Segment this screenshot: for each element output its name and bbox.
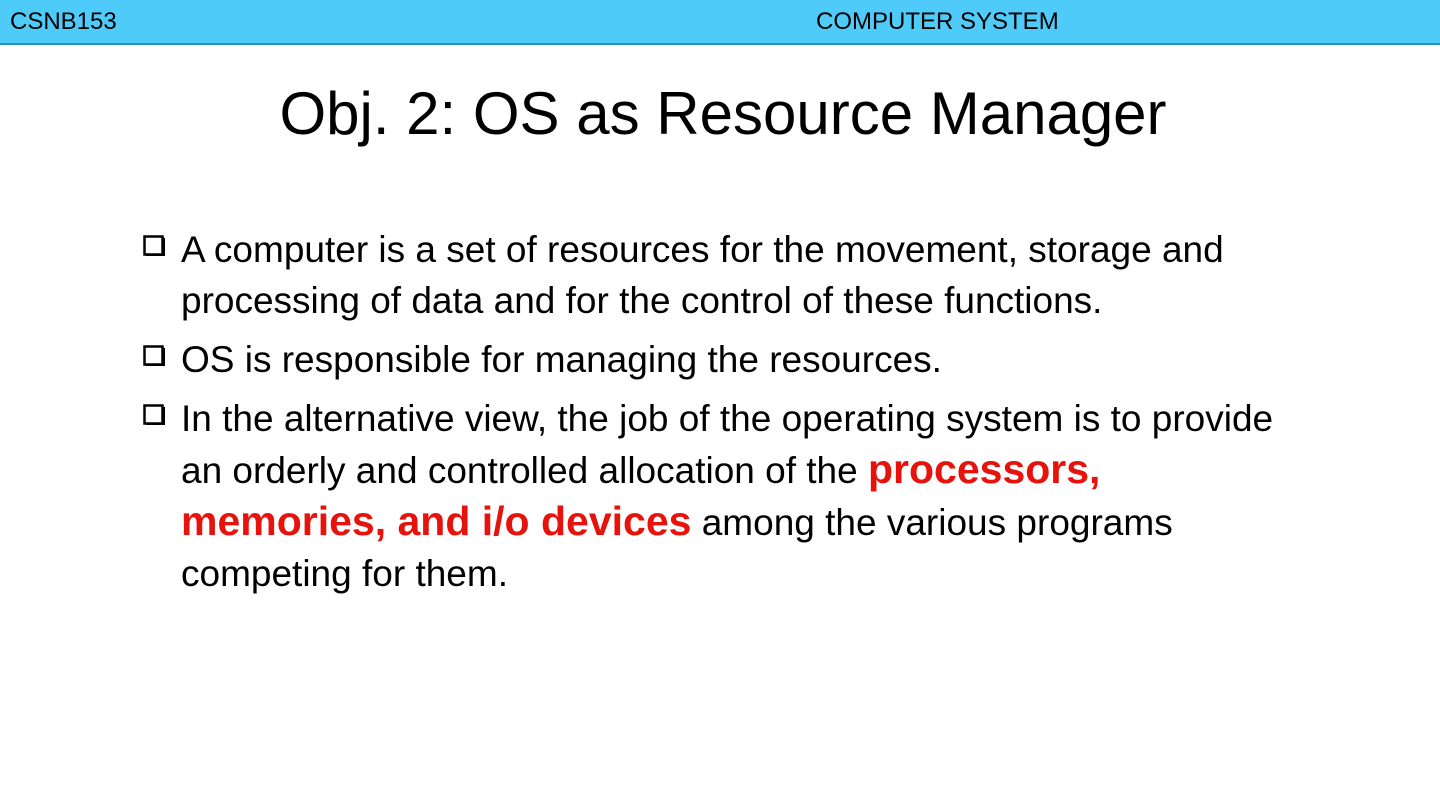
hollow-square-bullet-icon: [143, 342, 167, 366]
highlighted-text: processors, memories, and i/o devices: [181, 446, 1101, 544]
hollow-square-bullet-icon: [143, 232, 167, 256]
bullet-text-before: In the alternative view, the job of the operating system is to provide an orderly and controlled allocation of the: [181, 398, 1274, 491]
slide-title: Obj. 2: OS as Resource Manager: [279, 80, 1167, 147]
bullet-text-after: among the various programs competing for them.: [181, 502, 1173, 594]
bullet-item: [141, 224, 1301, 326]
bullet-list: [141, 224, 1301, 607]
header-bar: [0, 0, 1440, 45]
bullet-text: OS is responsible for managing the resources.: [181, 339, 942, 380]
bullet-item: [141, 393, 1301, 599]
course-name: COMPUTER SYSTEM: [816, 8, 1059, 35]
course-code: CSNB153: [10, 8, 117, 35]
hollow-square-bullet-icon: [143, 401, 167, 425]
bullet-text: A computer is a set of resources for the movement, storage and processing of data and for the control of these functions.: [181, 229, 1224, 321]
bullet-item: [141, 334, 1301, 385]
